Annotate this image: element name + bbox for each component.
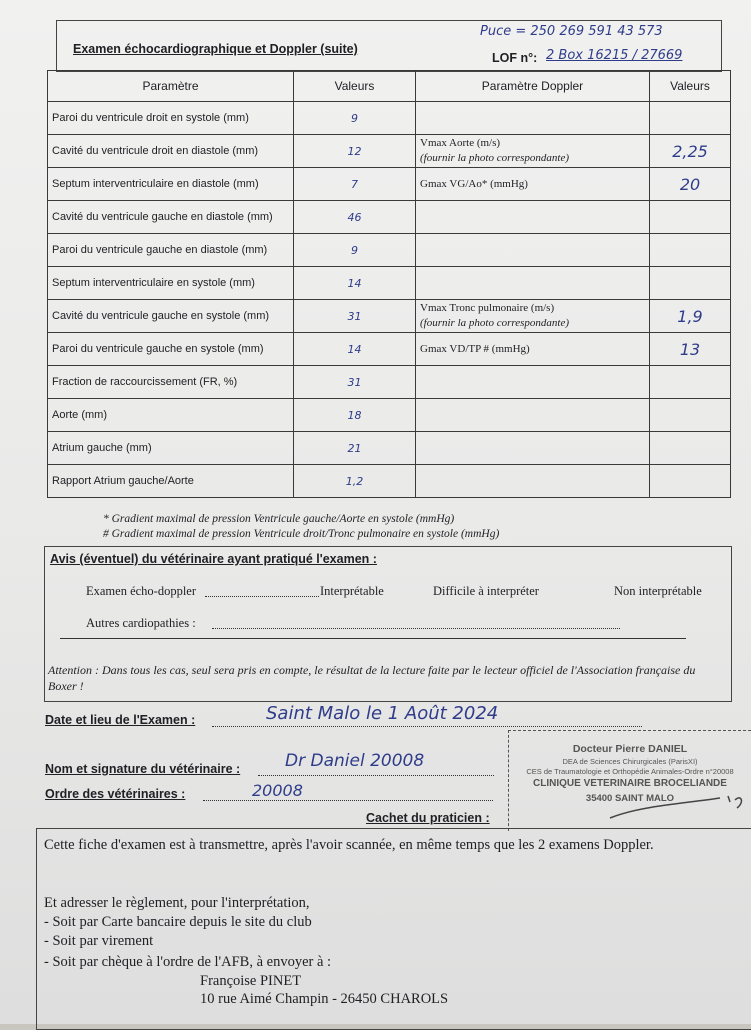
doppler-value[interactable]: 2,25 [650, 135, 731, 168]
doppler-param [416, 135, 650, 168]
option-difficile[interactable]: Difficile à interpréter [433, 584, 539, 598]
doppler-param [416, 168, 650, 201]
autres-cardiopathies-label: Autres cardiopathies : [86, 616, 196, 630]
measurement-table [47, 70, 731, 498]
doppler-value[interactable] [650, 201, 731, 234]
param-label: Cavité du ventricule gauche en systole (mm) [48, 300, 294, 333]
param-label: Paroi du ventricule gauche en diastole (mm) [48, 234, 294, 267]
option-non-interpretable[interactable]: Non interprétable [614, 584, 702, 598]
param-label: Septum interventriculaire en diastole (mm) [48, 168, 294, 201]
stamp-line1: DEA de Sciences Chirurgicales (ParisXI) [562, 757, 698, 766]
param-value[interactable]: 12 [294, 135, 416, 168]
param-label: Cavité du ventricule droit en diastole (mm) [48, 135, 294, 168]
payment-card: - Soit par Carte bancaire depuis le site du club [44, 914, 312, 930]
lof-label: LOF n°: [492, 51, 538, 65]
stamp-line2: CES de Traumatologie et Orthopédie Animales-Ordre n°20008 [526, 767, 734, 776]
stamp-city: 35400 SAINT MALO [585, 793, 675, 804]
table-row [48, 168, 731, 201]
param-value[interactable]: 46 [294, 201, 416, 234]
param-label: Paroi du ventricule droit en systole (mm) [48, 102, 294, 135]
param-label: Atrium gauche (mm) [48, 432, 294, 465]
doppler-value[interactable] [650, 465, 731, 498]
header-parametre: Paramètre [48, 71, 294, 102]
puce-number: Puce = 250 269 591 43 573 [480, 24, 663, 39]
vet-signature: Dr Daniel 20008 [285, 751, 425, 771]
doppler-param-note: (fournir la photo correspondante) [420, 152, 569, 164]
doppler-value[interactable] [650, 267, 731, 300]
doppler-param [416, 465, 650, 498]
table-row [48, 432, 731, 465]
param-label: Paroi du ventricule gauche en systole (mm) [48, 333, 294, 366]
ordre-label: Ordre des vétérinaires : [45, 787, 186, 801]
param-label: Rapport Atrium gauche/Aorte [48, 465, 294, 498]
doppler-param-note: (fournir la photo correspondante) [420, 317, 569, 329]
table-row [48, 267, 731, 300]
doppler-value[interactable] [650, 234, 731, 267]
doppler-value[interactable]: 1,9 [650, 300, 731, 333]
table-row [48, 135, 731, 168]
exam-doppler-label: Examen écho-doppler [86, 584, 197, 598]
stamp-name: Docteur Pierre DANIEL [572, 743, 688, 755]
header-valeurs: Valeurs [294, 71, 416, 102]
param-label: Cavité du ventricule gauche en diastole (mm) [48, 201, 294, 234]
payment-transfer: - Soit par virement [44, 933, 154, 949]
autres-dotline[interactable] [212, 628, 620, 629]
option-interpretable[interactable]: Interprétable [320, 584, 384, 598]
param-value[interactable]: 9 [294, 102, 416, 135]
table-row [48, 399, 731, 432]
date-lieu-value: Saint Malo le 1 Août 2024 [266, 703, 499, 724]
param-label: Fraction de raccourcissement (FR, %) [48, 366, 294, 399]
page-title: Examen échocardiographique et Doppler (suite) [73, 42, 358, 56]
doppler-param-label: Vmax Aorte (m/s) [420, 137, 501, 149]
doppler-value[interactable] [650, 102, 731, 135]
doppler-value[interactable] [650, 432, 731, 465]
param-label: Aorte (mm) [48, 399, 294, 432]
doppler-param [416, 234, 650, 267]
table-row [48, 366, 731, 399]
table-row [48, 465, 731, 498]
table-row [48, 234, 731, 267]
param-value[interactable]: 31 [294, 300, 416, 333]
param-value[interactable]: 21 [294, 432, 416, 465]
table-row [48, 201, 731, 234]
table-header-row [48, 71, 731, 102]
doppler-value[interactable]: 20 [650, 168, 731, 201]
footnote-vd: # Gradient maximal de pression Ventricule droit/Tronc pulmonaire en systole (mmHg) [103, 528, 500, 540]
instructions-p2: Et adresser le règlement, pour l'interprétation, [44, 895, 310, 911]
ordre-value: 20008 [252, 781, 303, 800]
attention-note: Attention : Dans tous les cas, seul sera pris en compte, le résultat de la lecture faite par le lecteur officiel de l'Association française du Boxer ! [48, 663, 696, 693]
doppler-param-label: Gmax VG/Ao* (mmHg) [420, 177, 528, 190]
header-parametre-doppler: Paramètre Doppler [416, 71, 650, 102]
doppler-param-label: Vmax Tronc pulmonaire (m/s) [420, 302, 555, 314]
recipient-address: 10 rue Aimé Champin - 26450 CHAROLS [200, 991, 449, 1007]
param-value[interactable]: 7 [294, 168, 416, 201]
lof-value: 2 Box 16215 / 27669 [546, 48, 683, 63]
table-row [48, 300, 731, 333]
doppler-value[interactable] [650, 399, 731, 432]
doppler-param [416, 300, 650, 333]
avis-title: Avis (éventuel) du vétérinaire ayant pratiqué l'examen : [50, 552, 377, 566]
doppler-value[interactable]: 13 [650, 333, 731, 366]
param-value[interactable]: 14 [294, 267, 416, 300]
doppler-param [416, 201, 650, 234]
stamp-clinic: CLINIQUE VETERINAIRE BROCELIANDE [533, 778, 727, 789]
ordre-dotline [203, 800, 493, 801]
table-body [48, 102, 731, 498]
instructions-p1: Cette fiche d'examen est à transmettre, après l'avoir scannée, en même temps que les 2 examens Doppler. [44, 837, 654, 853]
cachet-label: Cachet du praticien : [366, 811, 490, 825]
table-row [48, 102, 731, 135]
payment-cheque: - Soit par chèque à l'ordre de l'AFB, à envoyer à : [44, 954, 332, 970]
date-lieu-label: Date et lieu de l'Examen : [45, 713, 196, 727]
footnote-vg: * Gradient maximal de pression Ventricule gauche/Aorte en systole (mmHg) [103, 513, 455, 525]
doppler-param [416, 267, 650, 300]
vet-name-label: Nom et signature du vétérinaire : [45, 762, 241, 776]
signature-scribble [600, 786, 750, 826]
param-value[interactable]: 9 [294, 234, 416, 267]
doppler-param [416, 399, 650, 432]
header-valeurs-doppler: Valeurs [650, 71, 731, 102]
param-value[interactable]: 31 [294, 366, 416, 399]
param-value[interactable]: 18 [294, 399, 416, 432]
recipient-name: Françoise PINET [200, 973, 302, 989]
exam-dotline [205, 596, 319, 597]
doppler-param-label: Gmax VD/TP # (mmHg) [420, 342, 530, 355]
doppler-param [416, 432, 650, 465]
param-label: Septum interventriculaire en systole (mm) [48, 267, 294, 300]
param-value[interactable]: 1,2 [294, 465, 416, 498]
autres-line [60, 638, 686, 639]
doppler-param [416, 366, 650, 399]
date-dotline [212, 726, 642, 727]
vet-dotline [258, 775, 494, 776]
doppler-param [416, 333, 650, 366]
table-row [48, 333, 731, 366]
doppler-value[interactable] [650, 366, 731, 399]
param-value[interactable]: 14 [294, 333, 416, 366]
doppler-param [416, 102, 650, 135]
